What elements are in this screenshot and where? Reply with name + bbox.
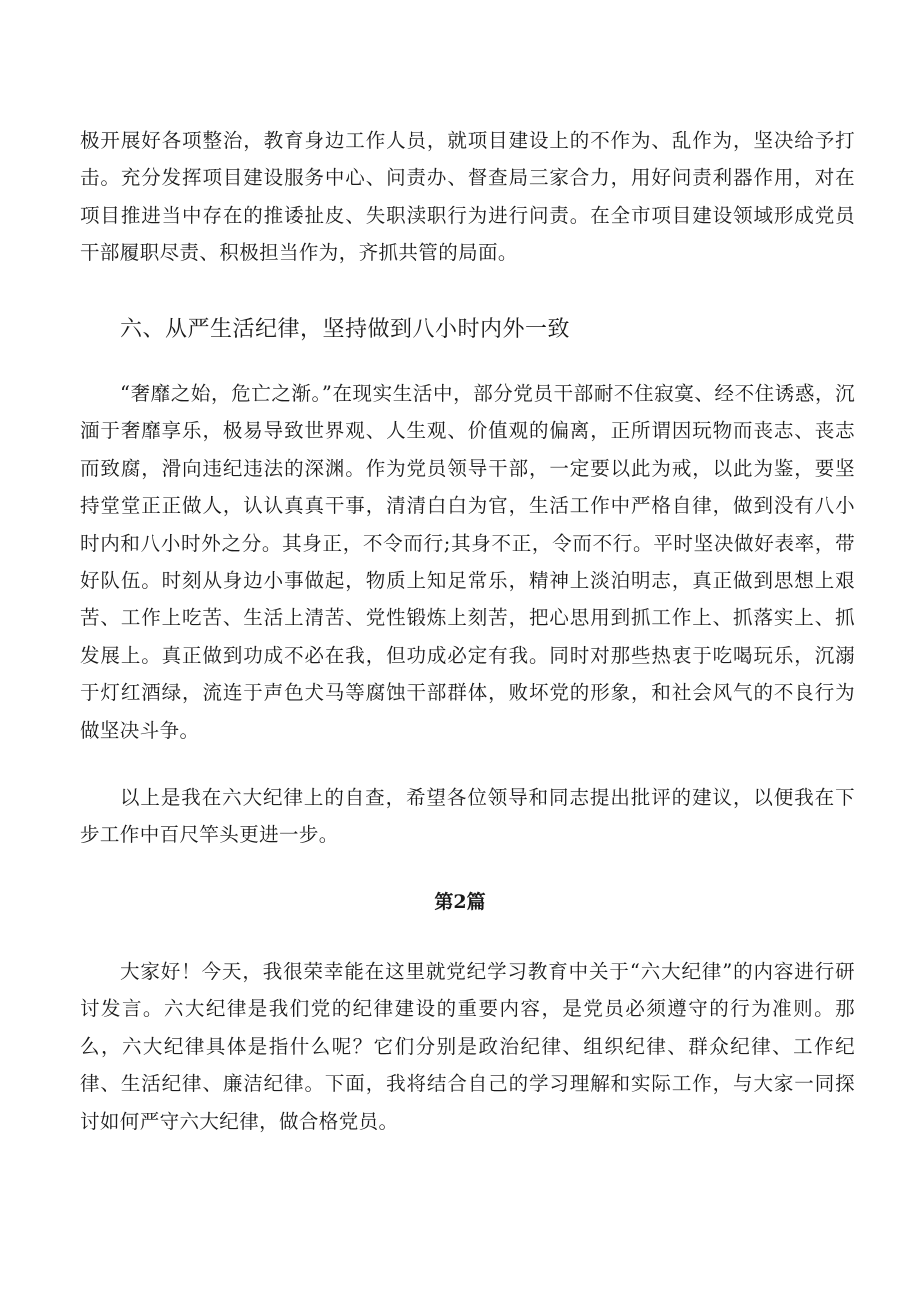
paragraph-life-discipline: “奢靡之始，危亡之渐。”在现实生活中，部分党员干部耐不住寂寞、经不住诱惑，沉湎于奢靡享乐，极易导致世界观、人生观、价值观的偏离，正所谓因玩物而丧志、丧志而致腐，滑向违纪违法的深渊。作为党员领导干部，一定要以此为戒，以此为鉴，要坚持堂堂正正做人，认认真真干事，清清白白为官，生活工作中严格自律，做到没有八小时内和八小时外之分。其身正，不令而行;其身不正，令而不行。平时坚决做好表率，带好队伍。时刻从身边小事做起，物质上知足常乐，精神上淡泊明志，真正做到思想上艰苦、工作上吃苦、生活上清苦、党性锻炼上刻苦，把心思用到抓工作上、抓落实上、抓发展上。真正做到功成不必在我，但功成必定有我。同时对那些热衷于吃喝玩乐，沉溺于灯红酒绿，流连于声色犬马等腐蚀干部群体，败坏党的形象，和社会风气的不良行为做坚决斗争。 (80, 382, 855, 742)
section-title-part2: 第2篇 (434, 891, 486, 913)
paragraph-conclusion: 以上是我在六大纪律上的自查，希望各位领导和同志提出批评的建议，以便我在下步工作中百尺竿头更进一步。 (80, 786, 855, 847)
paragraph-opening: 大家好！今天，我很荣幸能在这里就党纪学习教育中关于“六大纪律”的内容进行研讨发言。六大纪律是我们党的纪律建设的重要内容，是党员必须遵守的行为准则。那么，六大纪律具体是指什么呢？它们分别是政治纪律、组织纪律、群众纪律、工作纪律、生活纪律、廉洁纪律。下面，我将结合自己的学习理解和实际工作，与大家一同探讨如何严守六大纪律，做合格党员。 (80, 960, 855, 1133)
section-heading-six: 六、从严生活纪律，坚持做到八小时内外一致 (120, 317, 571, 342)
paragraph-continuation: 极开展好各项整治，教育身边工作人员，就项目建设上的不作为、乱作为，坚决给予打击。充分发挥项目建设服务中心、问责办、督查局三家合力，用好问责利器作用，对在项目推进当中存在的推诿扯皮、失职渎职行为进行问责。在全市项目建设领域形成党员干部履职尽责、积极担当作为，齐抓共管的局面。 (80, 129, 855, 265)
